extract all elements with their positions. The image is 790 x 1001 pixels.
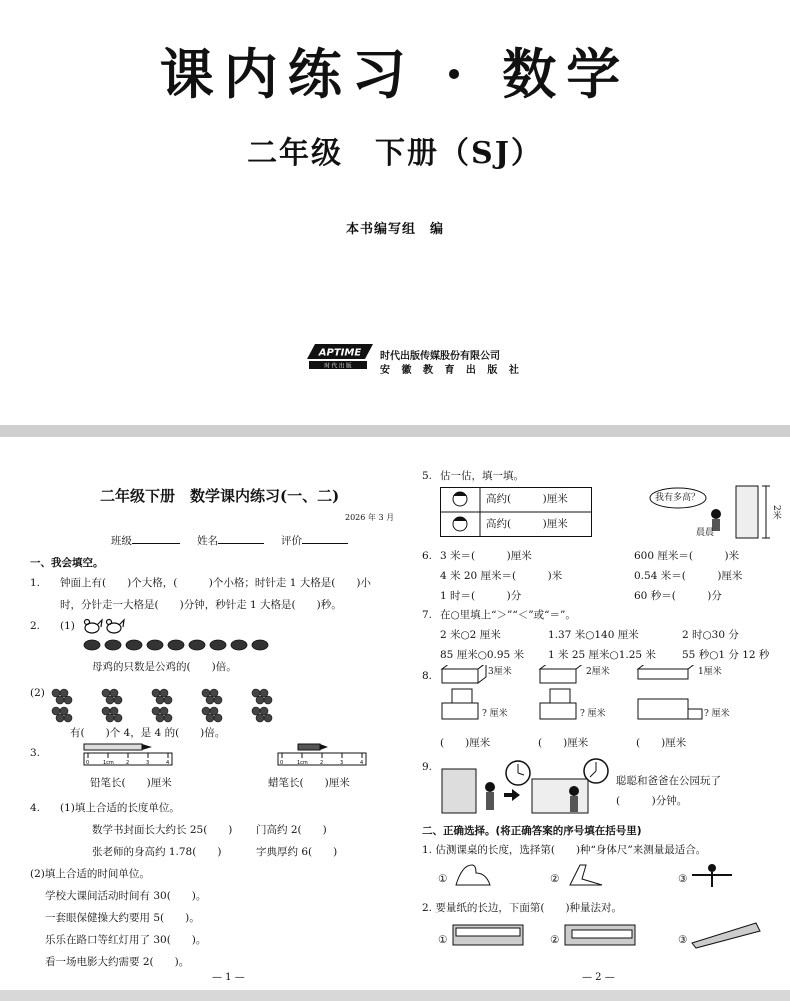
q5-row2: 高约( )厘米 — [486, 518, 568, 530]
q6-f: 60 秒＝( )分 — [634, 590, 722, 602]
q1-line1: 钟面上有( )个大格，( )个小格；时针走 1 大格是( )小 — [60, 577, 371, 589]
pencil-ruler-icon — [82, 743, 174, 767]
park-clock-icon — [440, 757, 610, 815]
q7-e: 1 米 25 厘米○1.25 米 — [548, 649, 656, 661]
q7-title: 在○里填上“＞”“＜”或“＝”。 — [440, 609, 576, 621]
q4-h: 看一场电影大约需要 2( )。 — [45, 956, 190, 968]
q9-text1: 聪聪和爸爸在公园玩了 — [616, 775, 721, 787]
cover-title: 课内练习 · 数学 — [159, 42, 631, 106]
q4-b: 门高约 2( ) — [256, 824, 327, 836]
crayon-ruler-icon — [276, 743, 368, 767]
page-title: 二年级下册 数学课内练习(一、二) — [100, 487, 340, 505]
q4-c: 张老师的身高约 1.78( ) — [92, 846, 222, 858]
q8-question-1: ? 厘米 — [482, 709, 508, 719]
ruler-tick: 4 — [360, 760, 364, 766]
q2-part2: (2) — [30, 687, 45, 699]
q6-c: 4 米 20 厘米＝( )米 — [440, 570, 563, 582]
q4-e: 学校大课间活动时间有 30( )。 — [45, 890, 207, 902]
publisher-logo-text: APTIME — [318, 347, 362, 359]
q9-text2: ( )分钟。 — [616, 795, 688, 807]
grape-icon — [48, 685, 308, 725]
q9-number: 9. — [422, 761, 433, 773]
ruler-tick: 2 — [126, 760, 130, 766]
q6-b: 600 厘米＝( )米 — [634, 550, 740, 562]
q1-number: 1. — [30, 577, 41, 589]
q7-number: 7. — [422, 609, 433, 621]
q8-answer-1: ( )厘米 — [440, 737, 491, 749]
q4-f: 一套眼保健操大约要用 5( )。 — [45, 912, 200, 924]
ruler-tick: 1cm — [103, 760, 114, 766]
bottom-bar — [0, 990, 790, 1001]
q3-pencil: 铅笔长( )厘米 — [90, 777, 172, 789]
q8-answer-2: ( )厘米 — [538, 737, 589, 749]
ruler-icon — [452, 924, 524, 948]
ruler-tick: 1cm — [297, 760, 308, 766]
publisher-logo-sub: 时 代 出 版 — [324, 363, 352, 370]
q6-number: 6. — [422, 550, 433, 562]
publisher-logo — [307, 344, 373, 370]
q5-row1: 高约( )厘米 — [486, 493, 568, 505]
q8-question-3: ? 厘米 — [704, 709, 730, 719]
ruler-icon — [690, 921, 762, 949]
q8-label3: 1厘米 — [698, 667, 722, 677]
q6-a: 3 米＝( )厘米 — [440, 550, 532, 562]
hand-span-icon — [452, 861, 494, 889]
page-number: — 2 — — [582, 972, 615, 983]
q4-g: 乐乐在路口等红灯用了 30( )。 — [45, 934, 207, 946]
q8-label1: 3厘米 — [488, 667, 512, 677]
publisher-name-2: 安 徽 教 育 出 版 社 — [380, 365, 523, 376]
cover-subtitle: 二年级 下册（SJ） — [247, 136, 543, 171]
ruler-tick: 4 — [166, 760, 170, 766]
q6-e: 1 时＝( )分 — [440, 590, 522, 602]
s2-q2-opt1: ① — [438, 934, 448, 946]
hen-icon — [82, 635, 302, 653]
ruler-tick: 0 — [280, 760, 284, 766]
section-2-heading: 二、正确选择。(将正确答案的序号填在括号里) — [422, 825, 642, 837]
q3-crayon: 蜡笔长( )厘米 — [268, 777, 350, 789]
book-cover — [0, 0, 790, 425]
s2-q2-opt2: ② — [550, 934, 560, 946]
s2-q2-opt3: ③ — [678, 934, 688, 946]
q8-number: 8. — [422, 670, 433, 682]
rooster-icon — [82, 617, 126, 635]
q4-sub1: (1)填上合适的长度单位。 — [60, 802, 180, 814]
s2-q1: 1. 估测课桌的长度，选择第( )种“身体尺”来测量最适合。 — [422, 844, 707, 856]
q3-number: 3. — [30, 747, 41, 759]
s2-q2: 2. 要量纸的长边，下面第( )种量法对。 — [422, 902, 623, 914]
q7-c: 2 时○30 分 — [682, 629, 739, 641]
publisher-name: 时代出版传媒股份有限公司 — [380, 351, 500, 362]
page-date: 2026 年 3 月 — [345, 513, 395, 522]
right-page — [410, 437, 790, 990]
cover-editor: 本书编写组 编 — [345, 222, 444, 237]
q2-part1: (1) — [60, 620, 75, 632]
q4-sub2: (2)填上合适的时间单位。 — [30, 868, 150, 880]
q5-title: 估一估，填一填。 — [440, 470, 524, 482]
q7-d: 85 厘米○0.95 米 — [440, 649, 525, 661]
q7-b: 1.37 米○140 厘米 — [548, 629, 639, 641]
section-1-heading: 一、我会填空。 — [30, 557, 104, 569]
q5-name: 晨晨 — [696, 528, 715, 538]
q4-d: 字典厚约 6( ) — [256, 846, 338, 858]
footstep-icon — [564, 861, 608, 889]
grade-field: 评价 — [281, 535, 348, 548]
arm-span-icon — [690, 861, 734, 889]
q2-number: 2. — [30, 620, 41, 632]
left-page — [0, 437, 410, 990]
ruler-icon — [564, 924, 636, 948]
section-divider — [0, 425, 790, 437]
q6-d: 0.54 米＝( )厘米 — [634, 570, 743, 582]
q2-text2: 有( )个 4，是 4 的( )倍。 — [70, 727, 226, 739]
q1-line2: 时，分针走一大格是( )分钟，秒针走 1 大格是( )秒。 — [60, 599, 342, 611]
q2-text1: 母鸡的只数是公鸡的( )倍。 — [92, 661, 237, 673]
class-field: 班级 — [111, 535, 180, 548]
q5-bubble: 我有多高？ — [655, 493, 701, 503]
q4-number: 4. — [30, 802, 41, 814]
name-field: 姓名 — [197, 535, 264, 548]
q5-height: 2米 — [770, 505, 781, 520]
ruler-tick: 3 — [340, 760, 344, 766]
ruler-tick: 0 — [86, 760, 90, 766]
q5-number: 5. — [422, 470, 433, 482]
q8-answer-3: ( )厘米 — [636, 737, 687, 749]
q4-a: 数学书封面长大约长 25( ) — [92, 824, 233, 836]
q8-label2: 2厘米 — [586, 667, 610, 677]
ruler-tick: 2 — [320, 760, 324, 766]
s2-q1-opt2: ② — [550, 873, 560, 885]
ruler-tick: 3 — [146, 760, 150, 766]
q7-a: 2 米○2 厘米 — [440, 629, 501, 641]
s2-q1-opt1: ① — [438, 873, 448, 885]
q7-f: 55 秒○1 分 12 秒 — [682, 649, 770, 661]
page-number: — 1 — — [212, 972, 245, 983]
q8-question-2: ? 厘米 — [580, 709, 606, 719]
s2-q1-opt3: ③ — [678, 873, 688, 885]
